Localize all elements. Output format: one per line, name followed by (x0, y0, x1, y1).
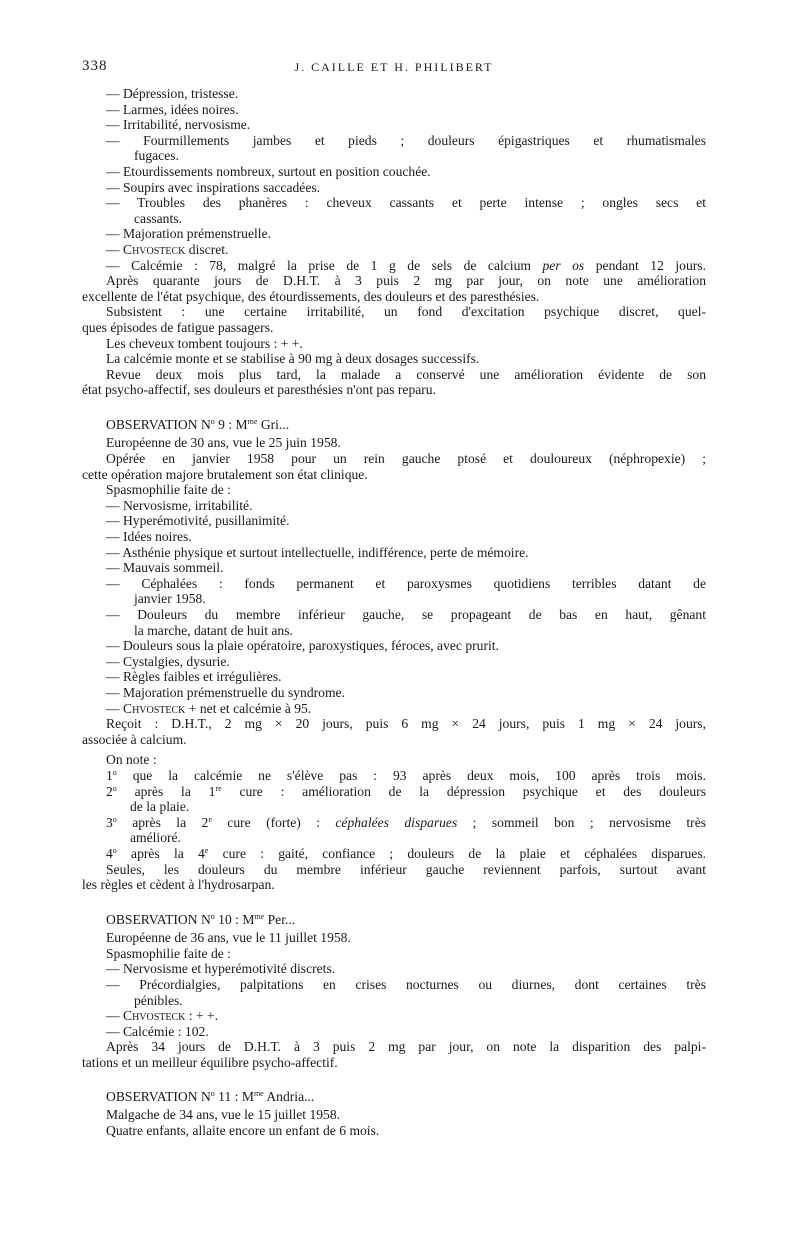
emphasis: per os (542, 257, 585, 273)
chvosteck-sign: Chvosteck (123, 700, 186, 716)
paragraph-line: Revue deux mois plus tard, la malade a conservé une amélioration évidente de son (106, 366, 706, 382)
running-title: J. CAILLE ET H. PHILIBERT (294, 60, 494, 74)
symptom-line-cont: la marche, datant de huit ans. (134, 622, 293, 638)
paragraph-line: tations et un meilleur équilibre psycho-affectif. (82, 1055, 338, 1071)
paragraph-line: les règles et cèdent à l'hydrosarpan. (82, 877, 275, 893)
symptom-line: — Nervosisme, irritabilité. (106, 497, 253, 513)
symptom-line: — Irritabilité, nervosisme. (106, 117, 251, 133)
paragraph-line: Malgache de 34 ans, vue le 15 juillet 1958. (106, 1107, 341, 1123)
symptom-line-cont: fugaces. (134, 148, 179, 164)
obs-8-continued (82, 86, 706, 398)
symptom-line: — Chvosteck : + +. (106, 1008, 219, 1024)
paragraph-line: Européenne de 30 ans, vue le 25 juin 1958. (106, 435, 341, 451)
paragraph-line: Après 34 jours de D.H.T. à 3 puis 2 mg par jour, on note la disparition des palpi- (106, 1039, 706, 1055)
numbered-line: 2$^o$ après la 1re cure : amélioration de la dépression psychique et des douleurs (106, 783, 706, 799)
page-header (82, 58, 706, 86)
chvosteck-sign: Chvosteck (123, 241, 186, 257)
observation-heading: OBSERVATION $N^o$ 9 : $M^{me}$ Gri... (106, 416, 290, 432)
paragraph-line: Les cheveux tombent toujours : + +. (106, 335, 303, 351)
observation-11 (82, 1089, 706, 1139)
numbered-line-cont: de la plaie. (130, 799, 190, 815)
paragraph-line: On note : (106, 752, 157, 768)
symptom-line: — Asthénie physique et surtout intellectuelle, indifférence, perte de mémoire. (106, 544, 529, 560)
paragraph-line: Subsistent : une certaine irritabilité, un fond d'excitation psychique discret, quel- (106, 304, 706, 320)
symptom-line: — Chvosteck + net et calcémie à 95. (106, 700, 312, 716)
observation-heading: OBSERVATION $N^o$ 10 : $M^{me}$ Per... (106, 911, 296, 927)
symptom-line: — Douleurs sous la plaie opératoire, paroxystiques, féroces, avec prurit. (106, 638, 499, 654)
paragraph-line: Européenne de 36 ans, vue le 11 juillet 1958. (106, 930, 351, 946)
paragraph-line: cette opération majore brutalement son état clinique. (82, 466, 368, 482)
paragraph-line: Reçoit : D.H.T., 2 mg × 20 jours, puis 6 mg × 24 jours, puis 1 mg × 24 jours, (106, 716, 706, 732)
numbered-line-cont: amélioré. (130, 830, 181, 846)
observation-9 (82, 417, 706, 893)
symptom-line: — Idées noires. (106, 529, 192, 545)
symptom-line: — Chvosteck discret. (106, 241, 229, 257)
paragraph-line: excellente de l'état psychique, des étourdissements, des douleurs et des paresthésies. (82, 288, 540, 304)
page (82, 58, 706, 1138)
symptom-line: — Précordialgies, palpitations en crises nocturnes ou diurnes, dont certaines très (106, 977, 706, 993)
paragraph-line: Spasmophilie faite de : (106, 482, 231, 498)
symptom-line: — Calcémie : 78, malgré la prise de 1 g de sels de calcium per os pendant 12 jours. (106, 257, 706, 273)
paragraph-line: état psycho-affectif, ses douleurs et paresthésies n'ont pas reparu. (82, 382, 437, 398)
chvosteck-sign: Chvosteck (123, 1008, 186, 1024)
observation-heading: OBSERVATION $N^o$ 11 : $M^{me}$ Andria... (106, 1088, 315, 1104)
paragraph-line: ques épisodes de fatigue passagers. (82, 319, 274, 335)
page-number: 338 (82, 58, 108, 74)
symptom-line: — Céphalées : fonds permanent et paroxysmes quotidiens terribles datant de (106, 575, 706, 591)
symptom-line: — Mauvais sommeil. (106, 560, 224, 576)
paragraph-line: Opérée en janvier 1958 pour un rein gauche ptosé et douloureux (néphropexie) ; (106, 451, 706, 467)
symptom-line: — Calcémie : 102. (106, 1023, 209, 1039)
symptom-line: — Nervosisme et hyperémotivité discrets. (106, 961, 336, 977)
symptom-line: — Fourmillements jambes et pieds ; douleurs épigastriques et rhumatismales (106, 132, 706, 148)
symptom-line: — Dépression, tristesse. (106, 86, 239, 101)
paragraph-line: Spasmophilie faite de : (106, 945, 231, 961)
emphasis: céphalées disparues (335, 814, 458, 830)
symptom-line: — Règles faibles et irrégulières. (106, 669, 282, 685)
symptom-line: — Cystalgies, dysurie. (106, 653, 230, 669)
observation-10 (82, 912, 706, 1071)
symptom-line: — Douleurs du membre inférieur gauche, se propageant de bas en haut, gênant (106, 607, 706, 622)
symptom-line: — Hyperémotivité, pusillanimité. (106, 513, 290, 529)
paragraph-line: associée à calcium. (82, 731, 187, 747)
symptom-line: — Majoration prémenstruelle du syndrome. (106, 684, 345, 700)
numbered-line: 3$^o$ après la 2e cure (forte) : céphalées disparues ; sommeil bon ; nervosisme très (106, 814, 706, 830)
symptom-line-cont: pénibles. (134, 992, 183, 1008)
symptom-line-cont: cassants. (134, 210, 182, 226)
paragraph-line: Quatre enfants, allaite encore un enfant de 6 mois. (106, 1122, 380, 1138)
paragraph-line: Après quarante jours de D.H.T. à 3 puis 2 mg par jour, on note une amélioration (106, 273, 706, 289)
paragraph-line: La calcémie monte et se stabilise à 90 mg à deux dosages successifs. (106, 351, 480, 367)
symptom-line: — Larmes, idées noires. (106, 101, 239, 117)
numbered-line: 4$^o$ après la 4e cure : gaité, confiance ; douleurs de la plaie et céphalées disparues. (106, 845, 706, 861)
numbered-line: 1$^o$ que la calcémie ne s'élève pas : 93 après deux mois, 100 après trois mois. (106, 767, 706, 783)
symptom-line: — Etourdissements nombreux, surtout en position couchée. (106, 163, 431, 179)
paragraph-line: Seules, les douleurs du membre inférieur gauche reviennent parfois, surtout avant (106, 861, 706, 877)
symptom-line: — Majoration prémenstruelle. (106, 226, 271, 242)
symptom-line-cont: janvier 1958. (134, 591, 206, 607)
symptom-line: — Soupirs avec inspirations saccadées. (106, 179, 321, 195)
symptom-line: — Troubles des phanères : cheveux cassants et perte intense ; ongles secs et (106, 195, 706, 211)
